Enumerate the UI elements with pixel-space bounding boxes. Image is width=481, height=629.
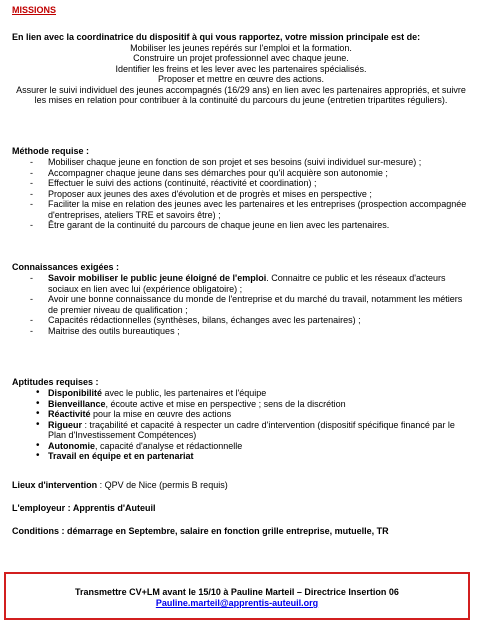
- aptitude-item: [12, 399, 467, 410]
- aptitudes-list: [12, 388, 467, 462]
- aptitude-bold: Bienveillance: [48, 398, 106, 409]
- connaissances-item: - Maitrise des outils bureautiques ;: [12, 326, 467, 337]
- missions-line-3: Identifier les freins et les lever avec les partenaires spécialisés.: [115, 63, 367, 74]
- aptitude-bold: Rigueur: [48, 419, 83, 430]
- aptitude-text: avec le public, les partenaires et l'équipe: [102, 388, 267, 398]
- methode-item: - Proposer aux jeunes des axes d'évolution et de progrès et mises en perspective ;: [12, 189, 467, 200]
- missions-line-4: Proposer et mettre en œuvre des actions.: [157, 74, 325, 84]
- aptitude-text: pour la mise en œuvre des actions: [90, 409, 232, 419]
- methode-item: - Accompagner chaque jeune dans ses démarches pour qu'il acquière son autonomie ;: [12, 168, 467, 179]
- connaissances-list: [12, 273, 467, 336]
- methode-item: - Être garant de la continuité du parcours de chaque jeune en lien avec les partenaires.: [12, 220, 467, 231]
- connaissances-item-text: . Connaitre ce public et les réseaux d'acteurs sociaux en lien avec lui (expérience obligatoire) ;: [48, 273, 446, 294]
- connaissances-item-bold: Savoir mobiliser le public jeune éloigné de l'emploi: [48, 273, 267, 283]
- connaissances-item: - Avoir une bonne connaissance du monde de l'entreprise et du marché du travail, notamment les métiers de premier niveau de qualification ;: [12, 294, 467, 315]
- connaissances-title: Connaissances exigées :: [12, 262, 120, 272]
- methode-item: - Mobiliser chaque jeune en fonction de son projet et ses besoins (suivi individuel sur-mesure) ;: [12, 157, 467, 168]
- missions-line-2: Construire un projet professionnel avec chaque jeune.: [133, 53, 349, 63]
- contact-box: [4, 572, 470, 620]
- aptitude-item: [12, 451, 467, 462]
- aptitude-item: [12, 441, 467, 452]
- conditions-label: Conditions :: [12, 526, 65, 536]
- employeur-line: L'employeur : Apprentis d'Auteuil: [12, 503, 156, 513]
- aptitude-text: , capacité d'analyse et rédactionnelle: [95, 440, 243, 451]
- methode-title: Méthode requise :: [12, 146, 90, 156]
- aptitude-text: : traçabilité et capacité à respecter un cadre d'intervention (dispositif spécifique financé par le Plan d'Investissement Compétences): [48, 419, 455, 440]
- missions-line-5: Assurer le suivi individuel des jeunes accompagnés (16/29 ans) en lien avec les partenaires appropriés, et suivre les mises en relation pour contribuer à la continuité du parcours du jeune (entretien tripartites réguliers).: [16, 84, 466, 105]
- missions-title: MISSIONS: [12, 5, 57, 15]
- connaissances-item: - Capacités rédactionnelles (synthèses, bilans, échanges avec les partenaires) ;: [12, 315, 467, 326]
- connaissances-item: [12, 273, 467, 294]
- aptitude-item: [12, 409, 467, 420]
- contact-instruction: Transmettre CV+LM avant le 15/10 à Pauline Marteil – Directrice Insertion 06: [75, 587, 399, 597]
- methode-item: - Faciliter la mise en relation des jeunes avec les partenaires et les entreprises (prospection accompagnée d'entreprises, ateliers TRE et savoirs être) ;: [12, 199, 467, 220]
- aptitude-bold: Disponibilité: [48, 388, 102, 398]
- methode-item: - Effectuer le suivi des actions (continuité, réactivité et coordination) ;: [12, 178, 467, 189]
- contact-email-link[interactable]: Pauline.marteil@apprentis-auteuil.org: [155, 598, 319, 608]
- conditions-value: démarrage en Septembre, salaire en fonction grille entreprise, mutuelle, TR: [64, 526, 389, 536]
- missions-line-1: Mobiliser les jeunes repérés sur l'emploi et la formation.: [130, 42, 352, 53]
- aptitude-item: [12, 388, 467, 399]
- conditions-line: [12, 526, 470, 537]
- lieux-value: : QPV de Nice (permis B requis): [97, 480, 228, 490]
- aptitude-bold: Autonomie: [48, 440, 95, 451]
- aptitude-bold: Réactivité: [48, 409, 91, 419]
- aptitudes-title: Aptitudes requises :: [12, 377, 99, 387]
- lieux-label: Lieux d'intervention: [12, 480, 98, 490]
- missions-lead: En lien avec la coordinatrice du dispositif à qui vous rapportez, votre mission principale est de:: [12, 32, 421, 42]
- missions-intro: [12, 32, 470, 106]
- methode-list: [12, 157, 467, 231]
- aptitude-bold: Travail en équipe et en partenariat: [48, 451, 194, 461]
- aptitude-item: [12, 420, 467, 441]
- aptitude-text: , écoute active et mise en perspective ; sens de la discrétion: [105, 398, 346, 409]
- lieux-line: [12, 480, 470, 491]
